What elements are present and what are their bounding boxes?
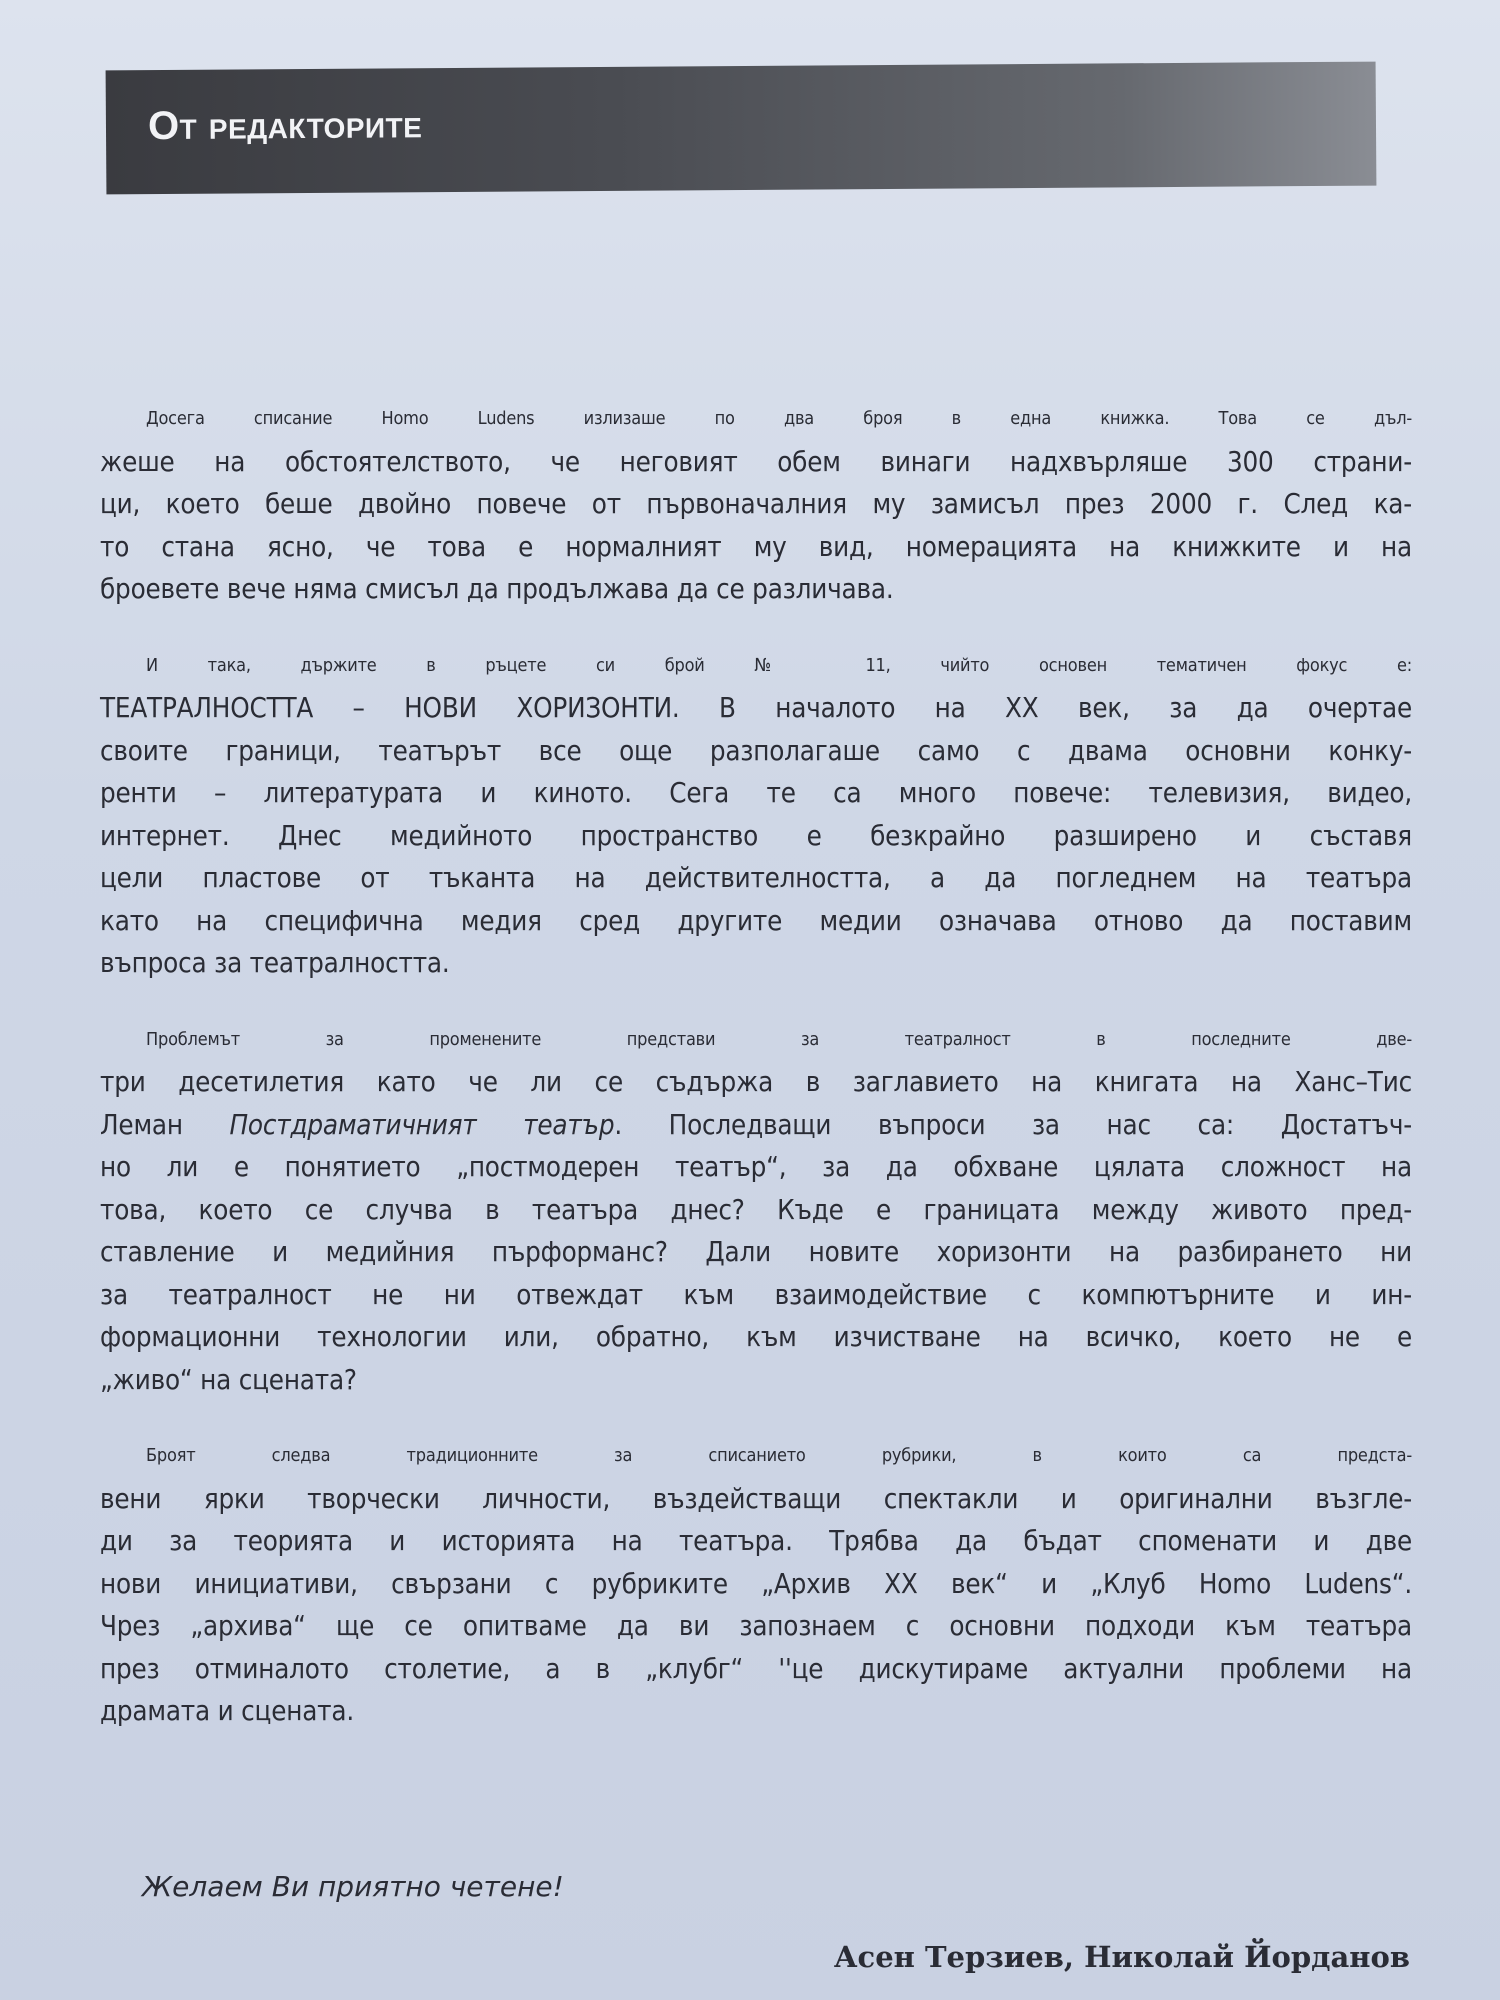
text-line: като на специфична медия сред другите медии означава отново да поставим xyxy=(100,904,1412,937)
section-title: От редакторите xyxy=(147,102,423,149)
text-line: „живо“ на сцената? xyxy=(100,1363,357,1396)
text-line: Досега списание Homo Ludens излизаше по два броя в една книжка. Това се дъл- xyxy=(146,408,1412,429)
text-line: своите граници, театърът все още разполагаше само с двама основни конку- xyxy=(100,734,1412,767)
text-line: ставление и медийния пърформанс? Дали новите хоризонти на разбирането ни xyxy=(100,1236,1412,1268)
text-line: но ли е понятието „постмодерен театър“, за да обхване цялата сложност на xyxy=(100,1151,1412,1183)
closing-greeting: Желаем Ви приятно четене! xyxy=(142,1870,564,1903)
text-line: И така, държите в ръцете си брой № 11, чийто основен тематичен фокус е: xyxy=(146,654,1412,676)
text-line: три десетилетия като че ли се съдържа в заглавието на книгата на Ханс–Тис xyxy=(100,1066,1412,1098)
section-header-bar xyxy=(106,62,1377,195)
text-line: ди за теорията и историята на театъра. Трябва да бъдат споменати и две xyxy=(100,1525,1412,1557)
text-line: ТЕАТРАЛНОСТТА – НОВИ ХОРИЗОНТИ. В началото на XX век, за да очертае xyxy=(100,692,1412,724)
text-line: Чрез „архива“ ще се опитваме да ви запознаем с основни подходи към театъра xyxy=(100,1610,1412,1642)
text-line xyxy=(100,1104,1412,1147)
paragraph-4 xyxy=(100,1435,1412,1733)
text-line: за театралност не ни отвеждат към взаимодействие с компютърните и ин- xyxy=(100,1278,1412,1311)
text-line: ци, което беше двойно повече от първоначалния му замисъл през 2000 г. След ка- xyxy=(100,488,1412,520)
text-line: формационни технологии или, обратно, към изчистване на всичко, което не е xyxy=(100,1321,1412,1353)
text-line: въпроса за театралността. xyxy=(100,947,450,979)
text-line: вени ярки творчески личности, въздействащи спектакли и оригинални възгле- xyxy=(100,1482,1412,1515)
paragraph-3 xyxy=(100,1019,1412,1402)
text-line: драмата и сцената. xyxy=(100,1695,354,1727)
paragraph-1 xyxy=(100,398,1412,611)
author-name: Леман xyxy=(100,1108,230,1141)
text-line: цели пластове от тъканта на действителността, а да погледнем на театъра xyxy=(100,862,1412,894)
paragraph-2 xyxy=(100,645,1412,985)
text-line: ренти – литературата и киното. Сега те са много повече: телевизия, видео, xyxy=(100,777,1412,809)
text-line: Проблемът за променените представи за театралност в последните две- xyxy=(146,1028,1412,1050)
text-line: нови инициативи, свързани с рубриките „Архив XX век“ и „Клуб Homo Ludens“. xyxy=(100,1567,1412,1600)
text-fragment: . Последващи въпроси за нас са: Достатъч- xyxy=(614,1108,1412,1141)
text-line: през отминалото столетие, а в „клубг“ ''це дискутираме актуални проблеми на xyxy=(100,1652,1412,1685)
text-line: Броят следва традиционните за списанието рубрики, в които са предста- xyxy=(146,1445,1412,1466)
article-body xyxy=(100,398,1412,1767)
text-line: то стана ясно, че това е нормалният му вид, номерацията на книжките и на xyxy=(100,530,1412,563)
editors-signature: Асен Терзиев, Николай Йорданов xyxy=(833,1940,1410,1974)
text-line: това, което се случва в театъра днес? Къде е границата между живото пред- xyxy=(100,1193,1412,1226)
text-line: жеше на обстоятелството, че неговият обем винаги надхвърляше 300 страни- xyxy=(100,445,1412,478)
text-line: броевете вече няма смисъл да продължава да се различава. xyxy=(100,573,894,605)
text-line: интернет. Днес медийното пространство е безкрайно разширено и съставя xyxy=(100,819,1412,852)
book-title: Постдраматичният театър xyxy=(229,1108,615,1141)
